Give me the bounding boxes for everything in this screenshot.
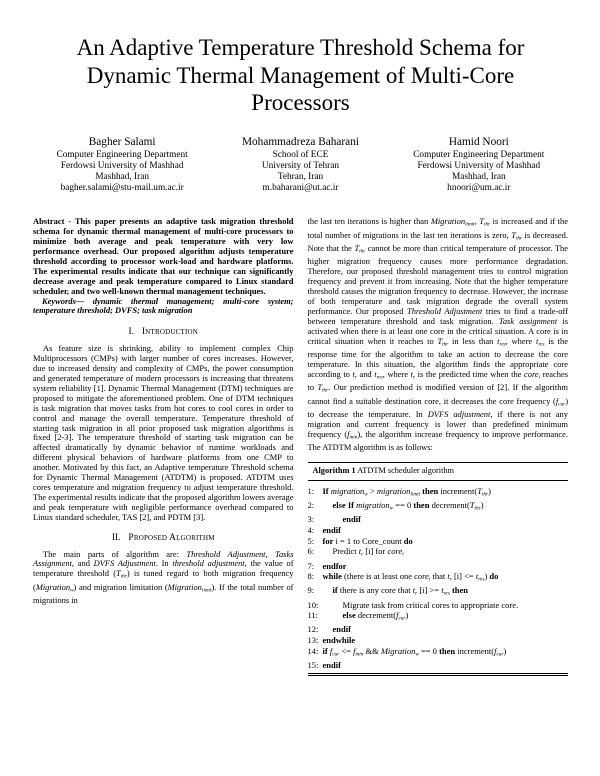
text-segment: == 0	[393, 500, 414, 511]
text-segment: cur	[332, 651, 340, 658]
text-segment: threshold adjustment	[172, 558, 245, 569]
author-1-email: bagher.salami@stu-mail.um.ac.ir	[60, 183, 184, 194]
text-segment: Keywords— dynamic thermal management; multi-core system; temperature threshold; DVFS; task migration	[33, 295, 294, 316]
abstract	[33, 217, 294, 296]
text-segment: i	[538, 374, 541, 381]
algorithm-line-2	[308, 500, 569, 514]
text-segment: f	[353, 645, 356, 656]
text-segment: The main parts of algorithm are:	[43, 548, 187, 559]
algorithm-line-14	[308, 646, 569, 660]
text-segment: r	[413, 374, 416, 381]
algorithm-line-13	[308, 635, 569, 646]
text-segment: )	[488, 485, 491, 496]
algorithm-line-8	[308, 571, 569, 585]
text-segment: Threshold Adjustment	[407, 305, 483, 316]
algorithm-line-content	[323, 561, 569, 572]
text-segment: == 0	[418, 645, 440, 656]
text-segment: decrement(	[429, 500, 470, 511]
algorithm-line-content	[323, 600, 569, 611]
text-segment: T	[116, 568, 121, 579]
text-segment: Migrate task from critical cores to appropriate core.	[342, 599, 519, 610]
text-segment: migration	[330, 485, 365, 496]
text-segment: Threshold Adjustment	[186, 548, 266, 559]
text-segment: f	[555, 395, 559, 406]
text-segment: , where	[505, 335, 536, 346]
algorithm-line-number: 8:	[307, 571, 315, 582]
text-segment: . Our prediction method is modified version of [2]. If the algorithm cannot find a suitable destination core, it decreases the core frequency (	[307, 382, 568, 406]
keywords	[33, 297, 294, 317]
text-segment: T	[354, 243, 360, 254]
text-segment: i = 1 to Core_count	[333, 535, 404, 546]
text-segment: t	[497, 335, 500, 346]
text-segment: . In	[155, 558, 173, 569]
algorithm-lines	[308, 486, 569, 671]
text-segment: if	[332, 585, 338, 596]
algorithm-line-1	[308, 486, 569, 500]
text-segment: t	[374, 368, 377, 379]
text-segment: increment(	[438, 485, 478, 496]
text-segment: migration	[356, 500, 390, 511]
text-segment: t	[441, 585, 444, 596]
algorithm-line-4	[308, 525, 569, 536]
text-segment: , if there is not any migration and current frequency is lower than predefined minimum frequency (	[307, 408, 568, 439]
text-segment: limit	[410, 491, 421, 498]
algorithm-line-content	[323, 585, 569, 599]
author-3-email: hnoori@um.ac.ir	[447, 183, 511, 194]
text-segment: <=	[339, 645, 354, 656]
text-segment: T	[511, 229, 516, 240]
text-segment: thr	[359, 248, 366, 255]
text-segment: there is any core that	[337, 585, 413, 596]
text-segment: Migration	[430, 216, 466, 227]
text-segment: core	[524, 368, 539, 379]
text-segment: t	[447, 571, 450, 582]
text-segment: tries to find a trade-off between temperature threshold and task migration.	[307, 305, 568, 326]
author-2-city: Tehran, Iran	[277, 171, 324, 182]
text-segment: endif	[322, 660, 341, 670]
algorithm-line-content	[323, 525, 569, 536]
text-segment: Task assignment	[498, 315, 558, 326]
text-segment: Tasks Assignment	[33, 548, 294, 569]
algorithm-line-5	[308, 536, 569, 547]
text-segment: )	[484, 571, 490, 582]
text-segment: f	[396, 610, 399, 621]
text-segment: the last ten iterations is higher than	[307, 216, 431, 227]
author-2	[211, 136, 389, 195]
algorithm-line-content	[323, 646, 569, 660]
text-segment: thr	[484, 221, 491, 228]
algorithm-line-12	[308, 624, 569, 635]
text-segment: limit	[201, 587, 212, 594]
text-segment: then	[439, 645, 456, 656]
text-segment: endif	[322, 524, 341, 535]
text-segment: min	[355, 651, 364, 658]
text-segment: w	[364, 491, 368, 498]
left-column	[33, 217, 294, 675]
text-segment: [i] <=	[451, 571, 476, 582]
text-segment: if	[322, 645, 330, 656]
text-segment: core	[414, 571, 429, 582]
text-segment: thr	[120, 573, 127, 580]
text-segment: res	[443, 590, 450, 597]
text-segment: ) and migration limitation (	[73, 581, 168, 592]
text-segment: Migration	[380, 645, 416, 656]
text-segment: thr	[515, 235, 523, 242]
algorithm-line-content	[323, 571, 569, 585]
author-3-name: Hamid Noori	[448, 135, 509, 148]
text-segment: Migration	[167, 581, 202, 592]
text-segment: r	[354, 374, 357, 381]
text-segment: thr	[481, 491, 489, 498]
text-segment: endif	[332, 624, 351, 635]
author-2-email: m.baharani@ut.ac.ir	[262, 183, 339, 194]
section-heading-proposed-algorithm	[33, 534, 294, 544]
algorithm-caption	[308, 462, 569, 481]
text-segment: i	[402, 551, 404, 558]
section-2-number: II.	[111, 532, 121, 543]
author-1	[33, 136, 211, 195]
text-segment: t	[475, 571, 479, 582]
algorithm-line-content	[323, 536, 569, 547]
algorithm-line-6	[308, 546, 569, 560]
text-segment: decrement(	[355, 610, 397, 621]
text-segment: then	[451, 585, 469, 596]
text-segment: cannot be more than critical temperature of processor. The higher migration frequency causes more performance degradation. Therefore, our proposed threshold management tries to control migration frequency and prevent it from increasing. Note that the higher temperature threshold causes the migration frequency to decrease. However, the increase of both temperature and task migration degrade the overall system performance. Our proposed	[307, 243, 568, 316]
paper-title-line-1: An Adaptive Temperature Threshold Schema for	[76, 35, 525, 60]
algorithm-line-number: 11:	[307, 610, 319, 621]
author-3-department: Computer Engineering Department	[413, 149, 545, 160]
text-segment: t	[352, 368, 355, 379]
algorithm-line-content	[323, 635, 569, 646]
proposed-algorithm-paragraph	[33, 550, 294, 606]
text-segment: t	[412, 585, 416, 596]
text-segment: then	[422, 485, 439, 496]
text-segment: increment(	[455, 645, 495, 656]
text-segment: &&	[363, 645, 381, 656]
author-3-city: Mashhad, Iran	[451, 171, 506, 182]
text-segment: do	[489, 571, 499, 582]
text-segment: )	[503, 645, 507, 656]
author-2-department: School of ECE	[272, 149, 329, 160]
text-segment: Abstract - This paper presents an adaptive task migration threshold schema for dynamic thermal management of multi-core processors to minimize both average and peak temperature with very low performance overhead. Our proposed algorithm adjusts temperature threshold according to processor work-load and hardware platforms. The experimental results indicate that our technique can significantly decrease average and peak temperature compared to Linux standard scheduler, and two well-known thermal management techniques.	[33, 216, 294, 296]
text-segment: )	[405, 610, 409, 621]
algorithm-line-11	[308, 610, 569, 624]
section-2-label: Proposed Algorithm	[128, 532, 215, 543]
text-segment: ATDTM scheduler algorithm	[355, 465, 454, 475]
text-segment: and	[356, 368, 375, 379]
author-1-university: Ferdowsi University of Mashhad	[60, 160, 184, 171]
author-1-city: Mashhad, Iran	[95, 171, 150, 182]
text-segment: As feature size is shrinking, ability to implement complex Chip Multiprocessors (CMPs) with larger number of cores increases. However, due to increased density and complexity of CMPs, the power consumption and generated temperature of modern processors is increasing that threatens system reliability [1]. Dynamic Thermal Management (DTM) techniques are proposed to mitigate the aforementioned problem. One of DTM techniques is task migration that moves tasks from hot cores to cool cores in order to control and manage the overall temperature. Temperature threshold of starting task migration in all prior proposed task migration algorithms is fixed [2-3]. The temperature threshold of starting task migration can be affected dramatically by dynamic behavior of runtime workloads and different physical behaviors of hardware platforms from one CMP to another. Motivated by this fact, an Adaptive temperature Threshold schema for Dynamic Thermal Management (ATDTM) is proposed. ATDTM uses cores temperature and migration frequency to adjust temperature threshold. The experimental results indicate that the proposed algorithm lowers average and peak temperature with negligible performance overhead compared to Linux standard scheduler, TAS [2], and PDTM [3].	[33, 343, 294, 522]
text-segment: endwhile	[322, 635, 356, 646]
text-segment: cur	[496, 651, 504, 658]
algorithm-line-number: 5:	[307, 535, 315, 546]
right-column	[308, 217, 569, 675]
text-segment: t	[535, 335, 539, 346]
text-segment: w	[415, 651, 419, 658]
algorithm-line-number: 2:	[307, 500, 315, 511]
algorithm-line-content	[323, 624, 569, 635]
algorithm-line-number: 9:	[307, 585, 315, 596]
algorithm-line-number: 7:	[307, 560, 315, 571]
text-segment: t	[358, 546, 362, 557]
text-segment: core	[387, 546, 403, 557]
text-segment: T	[317, 382, 323, 393]
text-segment: Predict	[332, 546, 359, 557]
algorithm-listing	[308, 462, 569, 676]
text-segment: f	[329, 645, 333, 656]
text-segment: is the response time for the algorithm to take an action to decrease the core temperature. In this situation, the algorithm finds the appropriate core according to	[307, 335, 568, 379]
paper-title-line-2: Dynamic Thermal Management of Multi-Core	[86, 62, 515, 88]
text-segment: T	[479, 216, 484, 227]
paper-title	[43, 34, 558, 117]
author-1-name: Bagher Salami	[88, 135, 156, 148]
text-segment: Algorithm 1	[312, 465, 356, 475]
text-segment: , the value of temperature threshold (	[33, 558, 294, 579]
text-segment: thr	[442, 341, 449, 348]
text-segment: while	[322, 571, 342, 582]
introduction-paragraph	[33, 344, 294, 522]
text-segment: T	[469, 500, 475, 511]
author-3	[390, 136, 568, 195]
text-segment: is activated when there is at least one core in the critical situation. A core is in critical situation when it reaches to	[307, 315, 568, 346]
algorithm-line-content	[323, 546, 569, 560]
text-segment: do	[403, 535, 413, 546]
algorithm-line-content	[323, 660, 569, 671]
text-segment: res	[538, 341, 545, 348]
text-segment: [i] for	[363, 546, 388, 557]
text-segment: w	[389, 505, 394, 512]
section-1-number: I.	[128, 327, 134, 338]
algorithm-line-number: 10:	[307, 599, 319, 610]
author-2-name: Mohammadreza Baharani	[241, 135, 359, 148]
algorithm-line-number: 14:	[307, 645, 319, 656]
text-segment: else	[342, 610, 356, 621]
text-segment: res	[499, 341, 506, 348]
text-segment: (there is at least one	[341, 571, 415, 582]
text-segment: If	[322, 485, 331, 496]
algorithm-line-number: 6:	[307, 546, 315, 557]
algorithm-line-10	[308, 600, 569, 611]
text-segment: i	[428, 576, 431, 583]
section-1-label: Introduction	[141, 327, 199, 338]
text-segment: migration	[376, 485, 411, 496]
author-1-department: Computer Engineering Department	[56, 149, 188, 160]
text-segment: endfor	[322, 560, 347, 571]
algorithm-line-number: 3:	[307, 514, 315, 525]
algorithm-line-content	[323, 514, 569, 525]
text-segment: res	[376, 374, 383, 381]
text-segment: then	[413, 500, 430, 511]
text-segment: ) to decrease the temperature. In	[307, 395, 568, 419]
text-segment: cur	[558, 400, 566, 407]
text-segment: thr	[474, 505, 481, 512]
text-segment: , where	[382, 368, 411, 379]
algorithm-line-number: 4:	[307, 524, 315, 535]
text-segment: [i] >=	[417, 585, 442, 596]
text-segment: , and	[71, 558, 94, 569]
algorithm-line-content	[323, 486, 569, 500]
text-segment: r	[361, 551, 364, 558]
text-segment: Migration	[35, 581, 71, 592]
text-segment: r	[415, 590, 418, 597]
text-segment: ), the algorithm increase frequency to improve performance. The ATDTM algorithm is as follows:	[307, 428, 568, 453]
text-segment: endif	[342, 514, 361, 525]
algorithm-line-3	[308, 514, 569, 525]
text-segment: ) is tuned regard to both migration frequency (	[33, 568, 294, 592]
right-column-paragraph	[308, 217, 569, 453]
algorithm-line-number: 12:	[307, 624, 319, 635]
text-segment: >	[367, 485, 377, 496]
text-segment: for	[322, 535, 334, 546]
text-segment: r	[449, 576, 452, 583]
text-segment: else If	[332, 500, 357, 511]
text-segment: f	[494, 645, 497, 656]
algorithm-line-content	[323, 610, 569, 624]
text-segment: T	[477, 485, 482, 496]
text-segment: is decreased. Note that the	[307, 229, 568, 254]
text-segment: ,	[474, 216, 480, 227]
author-2-university: University of Tehran	[261, 160, 340, 171]
text-segment: ,	[265, 548, 276, 559]
text-segment: DVFS Adjustment	[93, 558, 156, 569]
algorithm-line-7	[308, 561, 569, 572]
text-segment: is the predicted time when the	[415, 368, 524, 379]
author-3-university: Ferdowsi University of Mashhad	[417, 160, 541, 171]
text-segment: is increased and if the total number of migrations in the last ten iterations is zero,	[307, 216, 568, 240]
text-segment: T	[437, 335, 443, 346]
text-segment: that	[430, 571, 448, 582]
algorithm-line-content	[323, 500, 569, 514]
algorithm-line-number: 13:	[307, 635, 319, 646]
text-segment: res	[478, 576, 485, 583]
paper-title-line-3: Processors	[251, 90, 350, 115]
algorithm-line-9	[308, 585, 569, 599]
algorithm-line-number: 1:	[307, 485, 315, 496]
algorithm-line-number: 15:	[307, 660, 319, 670]
section-heading-introduction	[33, 328, 294, 338]
text-segment: f	[347, 428, 350, 439]
text-segment: min	[349, 434, 358, 441]
text-segment: limit	[465, 221, 475, 228]
body-columns	[33, 217, 568, 675]
algorithm-line-15	[308, 660, 569, 671]
text-segment: cur	[398, 615, 406, 622]
text-segment: ). If the total number of migrations in	[33, 581, 294, 606]
text-segment: t	[410, 368, 414, 379]
text-segment: )	[480, 500, 484, 511]
text-segment: in less than	[448, 335, 498, 346]
text-segment: reaches to	[307, 368, 569, 393]
text-segment: thr	[322, 387, 329, 394]
author-block	[33, 136, 568, 195]
text-segment: w	[70, 587, 74, 594]
text-segment: DVFS adjustment	[427, 408, 491, 419]
